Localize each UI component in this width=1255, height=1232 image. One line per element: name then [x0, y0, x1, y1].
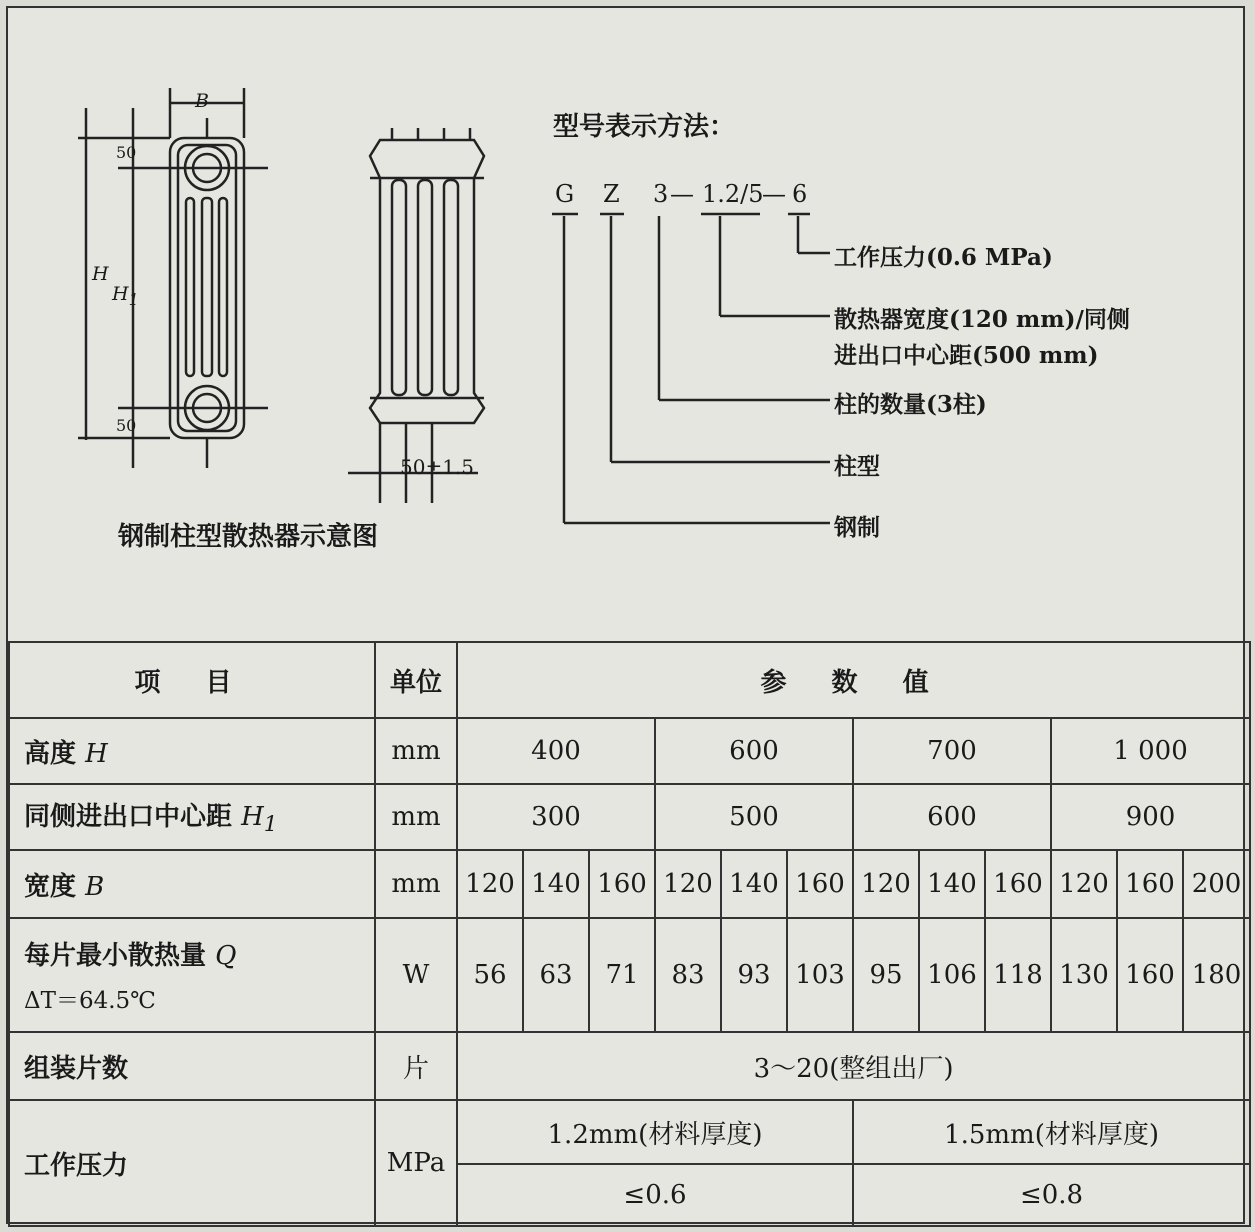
heat-value: 93 — [721, 918, 787, 1032]
page — [6, 6, 1245, 1224]
pressure-unit: MPa — [375, 1100, 457, 1226]
legend-width-line1: 散热器宽度(120 mm)/同侧 — [834, 306, 1130, 333]
code-dash1: — — [670, 180, 694, 208]
center-value: 900 — [1051, 784, 1250, 850]
height-unit: mm — [375, 718, 457, 784]
header-item: 项 目 — [9, 642, 375, 718]
header-row — [9, 642, 1250, 718]
center-value: 300 — [457, 784, 655, 850]
height-label: 高度 H — [9, 718, 375, 784]
center-row — [9, 784, 1250, 850]
legend-width-line2: 进出口中心距(500 mm) — [834, 342, 1099, 369]
pressure-value-a: ≤0.6 — [457, 1164, 853, 1226]
dim-h1-label: $H_1$ — [112, 283, 139, 309]
width-value: 120 — [655, 850, 721, 918]
width-unit: mm — [375, 850, 457, 918]
code-dash2: — — [762, 180, 786, 208]
heat-value: 160 — [1117, 918, 1183, 1032]
heat-value: 71 — [589, 918, 655, 1032]
width-value: 120 — [457, 850, 523, 918]
model-title: 型号表示方法： — [553, 112, 736, 142]
pressure-thickness-b: 1.5mm(材料厚度) — [853, 1100, 1250, 1164]
width-value: 160 — [589, 850, 655, 918]
center-value: 500 — [655, 784, 853, 850]
header-unit: 单位 — [375, 642, 457, 718]
header-value: 参 数 值 — [457, 642, 1250, 718]
width-value: 160 — [985, 850, 1051, 918]
pieces-value: 3～20(整组出厂) — [457, 1032, 1250, 1100]
legend-pressure: 工作压力(0.6 MPa) — [834, 244, 1053, 271]
width-value: 140 — [919, 850, 985, 918]
legend-columns: 柱的数量(3柱) — [834, 391, 987, 418]
heat-value: 83 — [655, 918, 721, 1032]
heat-label: 每片最小散热量 Q ΔT＝64.5℃ — [9, 918, 375, 1032]
code-width-dist: 1.2/5 — [702, 180, 764, 208]
width-value: 160 — [787, 850, 853, 918]
pieces-row — [9, 1032, 1250, 1100]
height-row — [9, 718, 1250, 784]
dim-h-label: H — [92, 263, 109, 285]
heat-value: 106 — [919, 918, 985, 1032]
height-value: 400 — [457, 718, 655, 784]
figure-caption: 钢制柱型散热器示意图 — [118, 522, 379, 552]
width-row — [9, 850, 1250, 918]
code-three: 3 — [653, 180, 669, 208]
center-unit: mm — [375, 784, 457, 850]
height-value: 600 — [655, 718, 853, 784]
width-value: 120 — [1051, 850, 1117, 918]
pressure-thickness-a: 1.2mm(材料厚度) — [457, 1100, 853, 1164]
center-value: 600 — [853, 784, 1051, 850]
code-z: Z — [603, 180, 620, 208]
code-g: G — [555, 180, 575, 208]
pressure-label: 工作压力 — [9, 1100, 375, 1226]
heat-value: 103 — [787, 918, 853, 1032]
heat-value: 180 — [1183, 918, 1250, 1032]
height-value: 700 — [853, 718, 1051, 784]
width-value: 120 — [853, 850, 919, 918]
pieces-unit: 片 — [375, 1032, 457, 1100]
height-value: 1 000 — [1051, 718, 1250, 784]
heat-value: 63 — [523, 918, 589, 1032]
heat-value: 56 — [457, 918, 523, 1032]
width-value: 140 — [721, 850, 787, 918]
heat-row — [9, 918, 1250, 1032]
pressure-value-b: ≤0.8 — [853, 1164, 1250, 1226]
code-six: 6 — [792, 180, 808, 208]
legend-type: 柱型 — [834, 453, 880, 480]
width-value: 200 — [1183, 850, 1250, 918]
width-value: 140 — [523, 850, 589, 918]
legend-steel: 钢制 — [834, 514, 880, 541]
pieces-label: 组装片数 — [9, 1032, 375, 1100]
pressure-row-1 — [9, 1100, 1250, 1164]
width-value: 160 — [1117, 850, 1183, 918]
heat-value: 95 — [853, 918, 919, 1032]
dim-b-label: B — [195, 90, 209, 112]
spec-table — [8, 641, 1251, 1227]
center-label: 同侧进出口中心距 $H_1$ — [9, 784, 375, 850]
width-label: 宽度 B — [9, 850, 375, 918]
heat-value: 130 — [1051, 918, 1117, 1032]
figure-area — [8, 8, 1247, 641]
heat-unit: W — [375, 918, 457, 1032]
heat-value: 118 — [985, 918, 1051, 1032]
dim-50-bottom: 50 — [116, 416, 137, 435]
dim-50-top: 50 — [116, 143, 137, 162]
dim-bottom-label: 50±1.5 — [400, 455, 475, 479]
